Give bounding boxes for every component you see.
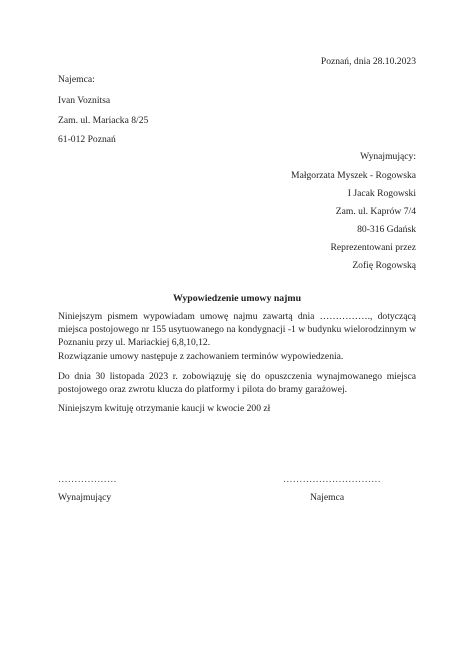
signature-line-landlord: ……………… <box>58 474 117 485</box>
signature-label-tenant: Najemca <box>310 492 345 503</box>
place-date: Poznań, dnia 28.10.2023 <box>320 56 416 67</box>
tenant-name: Ivan Voznitsa <box>58 95 111 106</box>
tenant-city: 61-012 Poznań <box>58 134 116 145</box>
paragraph-termination: Niniejszym pismem wypowiadam umowę najmu zawartą dnia ……………., dotyczącą miejsca postojowego nr 155 usytuowanego na kondygnacji -1 w budynku wielorodzinnym w Poznaniu przy ul. Mariackiej 6,8,10,12. <box>58 311 416 348</box>
landlord-name-1: Małgorzata Myszek - Rogowska <box>291 170 416 181</box>
paragraph-vacate-obligation: Do dnia 30 listopada 2023 r. zobowiązuję się do opuszczenia wynajmowanego miejsca postojowego oraz zwrotu klucza do platformy i pilota do bramy garażowej. <box>58 371 416 395</box>
paragraph-deposit-receipt: Niniejszym kwituję otrzymanie kaucji w kwocie 200 zł <box>58 403 271 414</box>
landlord-name-2: I Jacak Rogowski <box>347 188 416 199</box>
tenant-role: Najemca: <box>58 74 95 85</box>
document-title: Wypowiedzenie umowy najmu <box>172 293 302 304</box>
paragraph-notice-period: Rozwiązanie umowy następuje z zachowaniem terminów wypowiedzenia. <box>58 351 344 362</box>
tenant-address: Zam. ul. Mariacka 8/25 <box>58 115 149 126</box>
landlord-address: Zam. ul. Kaprów 7/4 <box>335 206 416 217</box>
landlord-representative-label: Reprezentowani przez <box>330 242 416 253</box>
landlord-representative-name: Zofię Rogowską <box>352 260 416 271</box>
landlord-city: 80-316 Gdańsk <box>357 224 416 235</box>
signature-label-landlord: Wynajmujący <box>58 492 112 503</box>
signature-line-tenant: ………………………… <box>283 474 381 485</box>
landlord-role: Wynajmujący: <box>360 151 416 162</box>
